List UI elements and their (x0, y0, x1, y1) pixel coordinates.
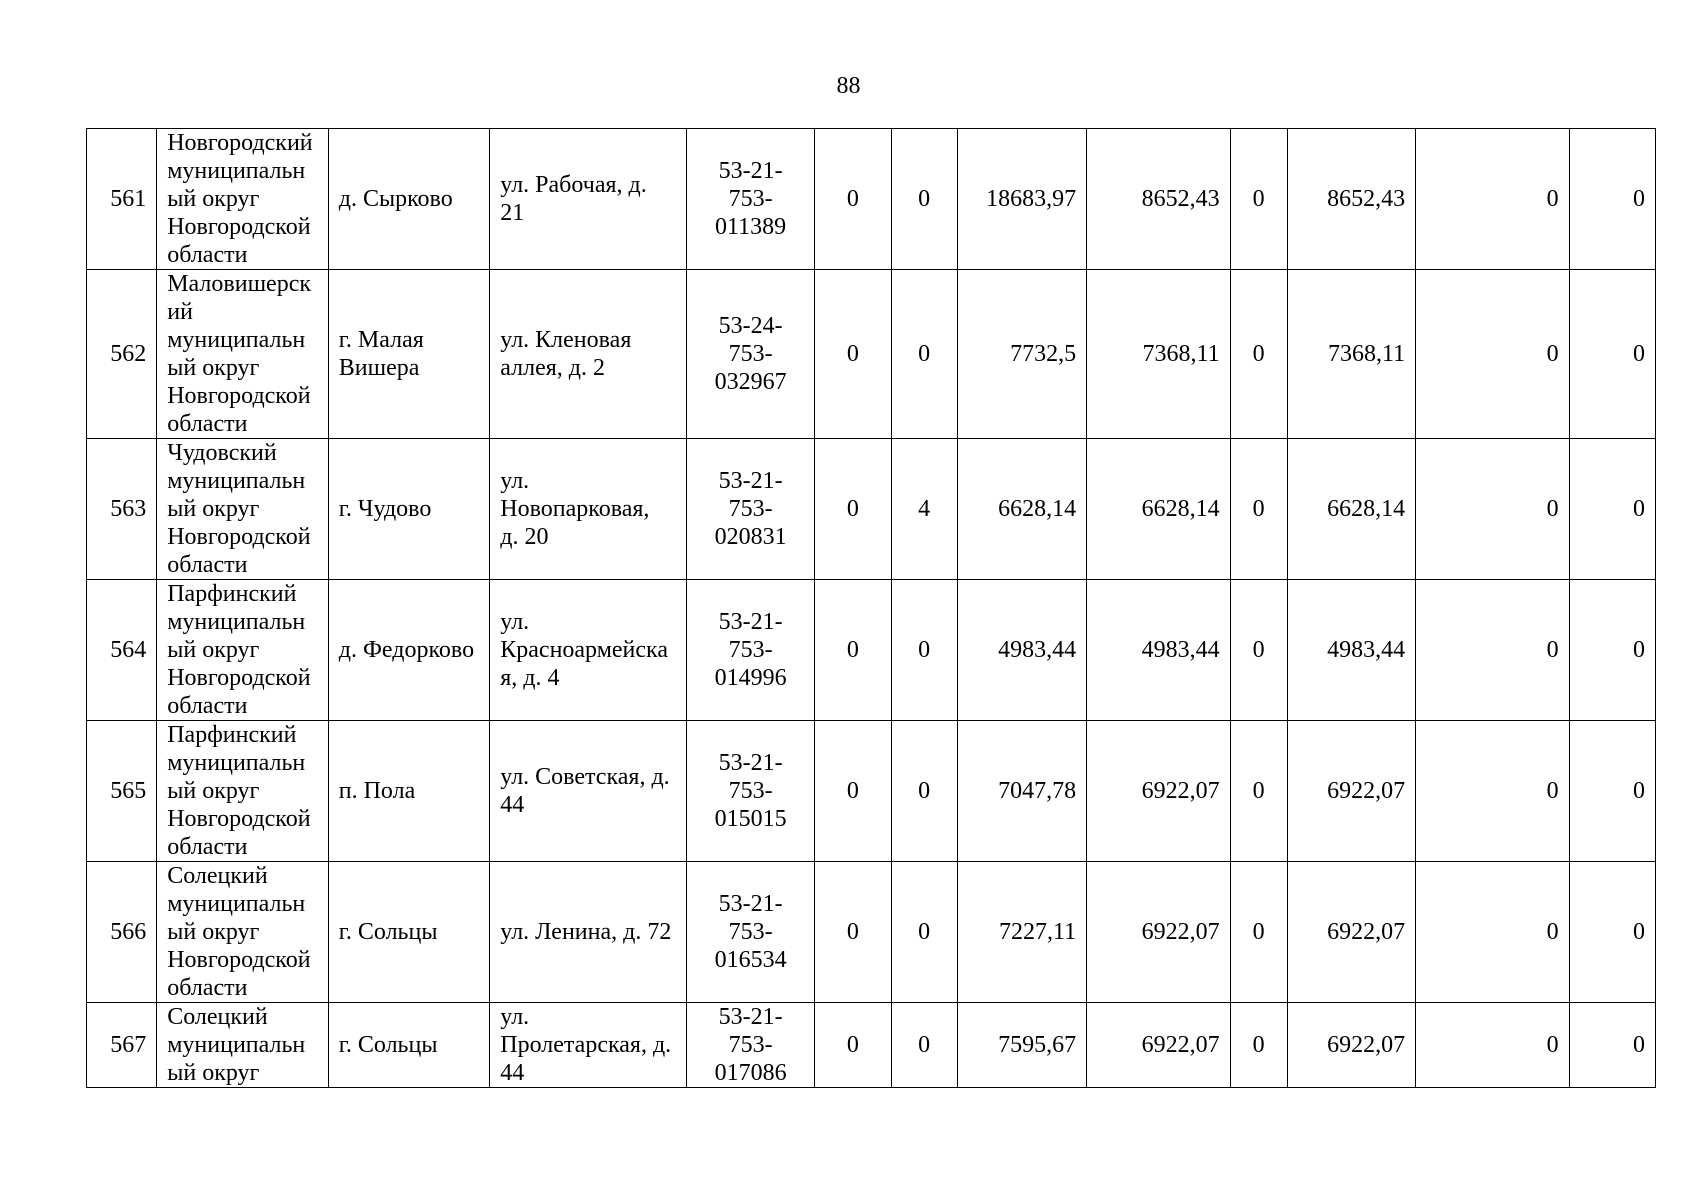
row-number-cell: 561 (87, 129, 157, 270)
value-cell-5: 0 (1230, 270, 1287, 439)
address-cell (490, 1003, 687, 1088)
table-row (87, 270, 1656, 439)
value-cell-4: 6922,07 (1087, 721, 1230, 862)
settlement-cell-line: г. Чудово (338, 496, 432, 522)
code-cell-line: 017086 (714, 1060, 787, 1086)
settlement-cell (328, 580, 490, 721)
value-cell-6: 4983,44 (1287, 580, 1415, 721)
code-cell (686, 862, 814, 1003)
value-cell-7: 0 (1416, 862, 1569, 1003)
district-cell-line: муниципальн (167, 891, 306, 917)
code-cell (686, 721, 814, 862)
address-cell-line: 44 (500, 1060, 525, 1086)
value-cell-5: 0 (1230, 1003, 1287, 1088)
code-cell (686, 439, 814, 580)
page-number: 88 (836, 73, 861, 99)
value-cell-1: 0 (815, 721, 891, 862)
address-cell (490, 129, 687, 270)
value-cell-2: 4 (891, 439, 957, 580)
value-cell-6: 6922,07 (1287, 1003, 1415, 1088)
value-cell-6: 8652,43 (1287, 129, 1415, 270)
value-cell-8: 0 (1569, 129, 1655, 270)
address-cell-line: ул. (500, 1004, 530, 1030)
value-cell-5: 0 (1230, 721, 1287, 862)
address-cell-line: аллея, д. 2 (500, 355, 605, 381)
district-cell-line: Маловишерск (167, 271, 312, 297)
district-cell-line: ый округ (167, 186, 260, 212)
code-cell-line: 753- (728, 778, 773, 804)
value-cell-6: 6922,07 (1287, 862, 1415, 1003)
address-cell (490, 862, 687, 1003)
value-cell-2: 0 (891, 129, 957, 270)
value-cell-8: 0 (1569, 270, 1655, 439)
value-cell-5: 0 (1230, 580, 1287, 721)
value-cell-6: 7368,11 (1287, 270, 1415, 439)
address-cell (490, 439, 687, 580)
code-cell-line: 53-21- (718, 609, 783, 635)
row-number-cell: 562 (87, 270, 157, 439)
settlement-cell-line: Вишера (338, 355, 420, 381)
value-cell-4: 7368,11 (1087, 270, 1230, 439)
settlement-cell (328, 721, 490, 862)
value-cell-3: 7595,67 (957, 1003, 1086, 1088)
address-cell-line: 44 (500, 792, 525, 818)
settlement-cell (328, 129, 490, 270)
value-cell-7: 0 (1416, 270, 1569, 439)
value-cell-3: 6628,14 (957, 439, 1086, 580)
address-cell-line: Пролетарская, д. (500, 1032, 672, 1058)
value-cell-3: 18683,97 (957, 129, 1086, 270)
value-cell-1: 0 (815, 862, 891, 1003)
table-row (87, 721, 1656, 862)
district-cell-line: муниципальн (167, 468, 306, 494)
settlement-cell-line: г. Сольцы (338, 1032, 438, 1058)
value-cell-4: 4983,44 (1087, 580, 1230, 721)
district-cell-line: Новгородской (167, 214, 311, 240)
district-cell-line: ый округ (167, 1060, 260, 1086)
row-number-cell: 563 (87, 439, 157, 580)
address-cell-line: ул. Рабочая, д. (500, 172, 647, 198)
value-cell-1: 0 (815, 439, 891, 580)
address-cell-line: ул. Советская, д. (500, 764, 670, 790)
district-cell (157, 580, 329, 721)
address-cell-line: ул. (500, 609, 530, 635)
district-cell-line: Новгородской (167, 383, 311, 409)
code-cell-line: 011389 (715, 214, 787, 240)
table-row (87, 129, 1656, 270)
value-cell-2: 0 (891, 721, 957, 862)
data-table (86, 128, 1656, 1088)
settlement-cell (328, 862, 490, 1003)
code-cell (686, 270, 814, 439)
settlement-cell (328, 270, 490, 439)
code-cell-line: 753- (728, 496, 773, 522)
code-cell-line: 753- (728, 919, 773, 945)
value-cell-6: 6628,14 (1287, 439, 1415, 580)
address-cell-line: ул. (500, 468, 530, 494)
district-cell (157, 439, 329, 580)
value-cell-2: 0 (891, 862, 957, 1003)
district-cell-line: ый округ (167, 919, 260, 945)
row-number-cell: 566 (87, 862, 157, 1003)
value-cell-3: 7047,78 (957, 721, 1086, 862)
district-cell-line: Солецкий (167, 1004, 268, 1030)
district-cell-line: области (167, 834, 248, 860)
district-cell-line: Чудовский (167, 440, 277, 466)
value-cell-7: 0 (1416, 439, 1569, 580)
code-cell-line: 014996 (714, 665, 787, 691)
district-cell-line: Парфинский (167, 581, 297, 607)
code-cell-line: 53-24- (718, 313, 783, 339)
address-cell-line: Новопарковая, (500, 496, 650, 522)
value-cell-6: 6922,07 (1287, 721, 1415, 862)
table-row (87, 862, 1656, 1003)
code-cell-line: 020831 (714, 524, 787, 550)
code-cell (686, 1003, 814, 1088)
settlement-cell-line: п. Пола (338, 778, 416, 804)
district-cell-line: Новгородский (167, 130, 313, 156)
district-cell-line: Новгородской (167, 947, 311, 973)
value-cell-1: 0 (815, 1003, 891, 1088)
district-cell-line: муниципальн (167, 327, 306, 353)
address-cell (490, 721, 687, 862)
district-cell-line: ый округ (167, 637, 260, 663)
value-cell-8: 0 (1569, 721, 1655, 862)
code-cell-line: 753- (728, 637, 773, 663)
code-cell-line: 032967 (714, 369, 787, 395)
district-cell-line: области (167, 411, 248, 437)
district-cell (157, 721, 329, 862)
district-cell-line: Новгородской (167, 806, 311, 832)
district-cell-line: области (167, 693, 248, 719)
table-row (87, 580, 1656, 721)
code-cell-line: 753- (728, 1032, 773, 1058)
value-cell-1: 0 (815, 270, 891, 439)
district-cell-line: ий (167, 299, 193, 325)
district-cell-line: Новгородской (167, 665, 311, 691)
settlement-cell-line: д. Федорково (338, 637, 475, 663)
value-cell-7: 0 (1416, 721, 1569, 862)
district-cell-line: муниципальн (167, 1032, 306, 1058)
table-body (87, 129, 1656, 1088)
code-cell-line: 53-21- (718, 158, 783, 184)
value-cell-8: 0 (1569, 439, 1655, 580)
settlement-cell (328, 1003, 490, 1088)
value-cell-4: 6628,14 (1087, 439, 1230, 580)
district-cell (157, 862, 329, 1003)
value-cell-1: 0 (815, 580, 891, 721)
value-cell-5: 0 (1230, 129, 1287, 270)
code-cell-line: 53-21- (718, 468, 783, 494)
value-cell-4: 6922,07 (1087, 1003, 1230, 1088)
district-cell (157, 270, 329, 439)
table-row (87, 1003, 1656, 1088)
value-cell-2: 0 (891, 270, 957, 439)
district-cell-line: ый округ (167, 496, 260, 522)
settlement-cell-line: д. Сырково (338, 186, 453, 212)
value-cell-7: 0 (1416, 1003, 1569, 1088)
settlement-cell-line: г. Сольцы (338, 919, 438, 945)
value-cell-1: 0 (815, 129, 891, 270)
value-cell-7: 0 (1416, 580, 1569, 721)
value-cell-8: 0 (1569, 862, 1655, 1003)
code-cell-line: 016534 (714, 947, 787, 973)
district-cell (157, 129, 329, 270)
row-number-cell: 565 (87, 721, 157, 862)
value-cell-7: 0 (1416, 129, 1569, 270)
address-cell-line: 21 (500, 200, 525, 226)
code-cell-line: 753- (728, 341, 773, 367)
value-cell-3: 7227,11 (957, 862, 1086, 1003)
settlement-cell (328, 439, 490, 580)
district-cell-line: муниципальн (167, 609, 306, 635)
row-number-cell: 567 (87, 1003, 157, 1088)
address-cell (490, 580, 687, 721)
code-cell-line: 53-21- (718, 750, 783, 776)
code-cell-line: 015015 (714, 806, 787, 832)
address-cell (490, 270, 687, 439)
address-cell-line: д. 20 (500, 524, 549, 550)
code-cell-line: 53-21- (718, 1004, 783, 1030)
district-cell-line: области (167, 975, 248, 1001)
address-cell-line: ул. Кленовая (500, 327, 632, 353)
district-cell-line: Солецкий (167, 863, 268, 889)
code-cell (686, 580, 814, 721)
district-cell-line: муниципальн (167, 750, 306, 776)
address-cell-line: Красноармейска (500, 637, 668, 663)
district-cell-line: области (167, 242, 248, 268)
code-cell (686, 129, 814, 270)
district-cell (157, 1003, 329, 1088)
address-cell-line: ул. Ленина, д. 72 (500, 919, 672, 945)
district-cell-line: муниципальн (167, 158, 306, 184)
table-row (87, 439, 1656, 580)
value-cell-4: 6922,07 (1087, 862, 1230, 1003)
code-cell-line: 753- (728, 186, 773, 212)
district-cell-line: ый округ (167, 355, 260, 381)
value-cell-8: 0 (1569, 1003, 1655, 1088)
address-cell-line: я, д. 4 (500, 665, 560, 691)
district-cell-line: области (167, 552, 248, 578)
value-cell-5: 0 (1230, 862, 1287, 1003)
value-cell-4: 8652,43 (1087, 129, 1230, 270)
code-cell-line: 53-21- (718, 891, 783, 917)
value-cell-2: 0 (891, 580, 957, 721)
value-cell-2: 0 (891, 1003, 957, 1088)
district-cell-line: ый округ (167, 778, 260, 804)
value-cell-3: 7732,5 (957, 270, 1086, 439)
value-cell-3: 4983,44 (957, 580, 1086, 721)
row-number-cell: 564 (87, 580, 157, 721)
district-cell-line: Парфинский (167, 722, 297, 748)
settlement-cell-line: г. Малая (338, 327, 424, 353)
district-cell-line: Новгородской (167, 524, 311, 550)
value-cell-8: 0 (1569, 580, 1655, 721)
value-cell-5: 0 (1230, 439, 1287, 580)
